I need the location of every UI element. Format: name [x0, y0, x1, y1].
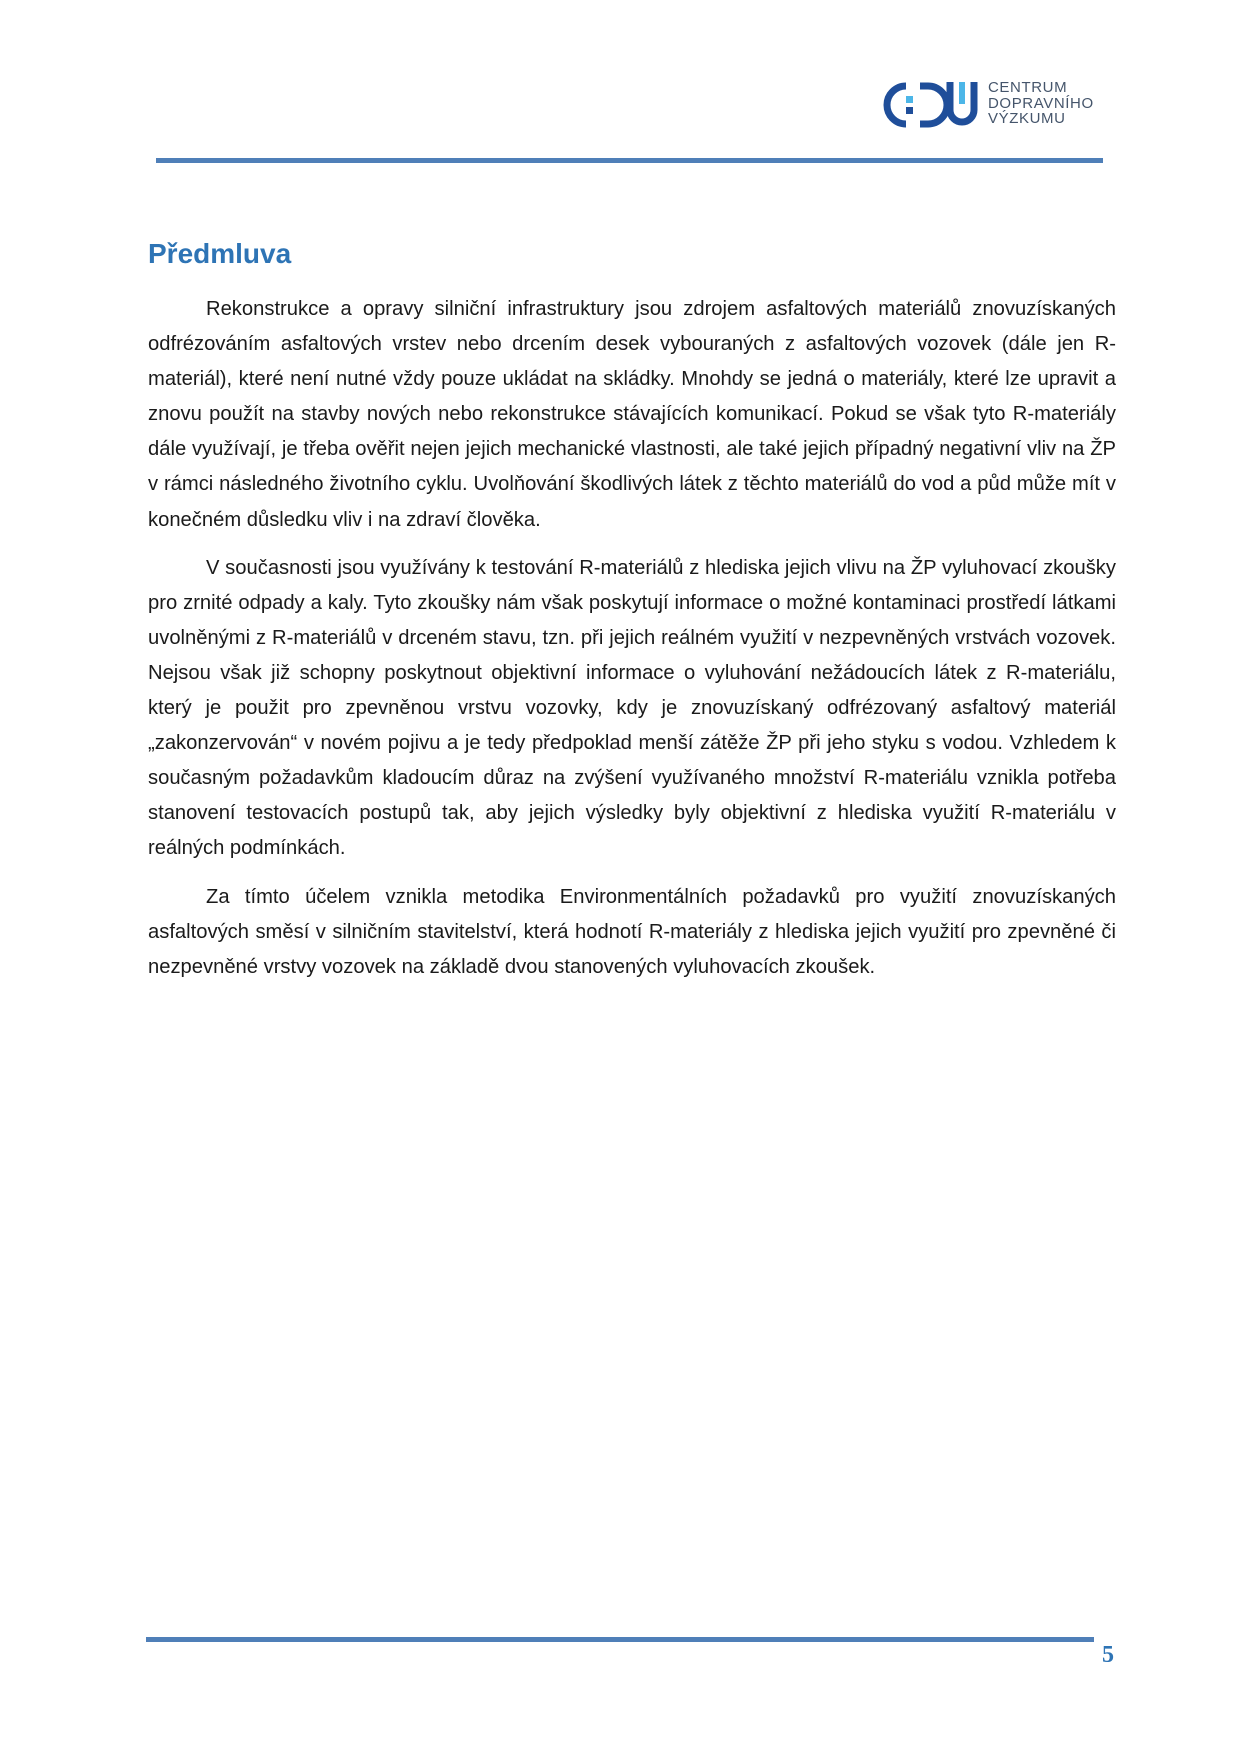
logo-line-3: VÝZKUMU	[988, 110, 1066, 127]
page-number: 5	[1102, 1642, 1114, 1668]
paragraph-1: Rekonstrukce a opravy silniční infrastruktury jsou zdrojem asfaltových materiálů znovuzískaných odfrézováním asfaltových vrstev nebo drcením desek vybouraných z asfaltových vozovek (dále jen R-materiál), které není nutné vždy pouze ukládat na skládky. Mnohdy se jedná o materiály, které lze upravit a znovu použít na stavby nových nebo rekonstrukce stávajících komunikací. Pokud se však tyto R-materiály dále využívají, je třeba ověřit nejen jejich mechanické vlastnosti, ale také jejich případný negativní vliv na ŽP v rámci následného životního cyklu. Uvolňování škodlivých látek z těchto materiálů do vod a půd může mít v konečném důsledku vliv i na zdraví člověka.	[148, 298, 1116, 531]
footer-divider	[146, 1637, 1094, 1642]
section-heading: Předmluva	[148, 238, 292, 269]
paragraph-2: V současnosti jsou využívány k testování R-materiálů z hlediska jejich vlivu na ŽP vyluhovací zkoušky pro zrnité odpady a kaly. Tyto zkoušky nám však poskytují informace o možné kontaminaci prostředí látkami uvolněnými z R-materiálů v drceném stavu, tzn. při jejich reálném využití v nezpevněných vrstvách vozovek. Nejsou však již schopny poskytnout objektivní informace o vyluhování nežádoucích látek z R-materiálu, který je použit pro zpevněnou vrstvu vozovky, kdy je znovuzískaný odfrézovaný asfaltový materiál „zakonzervován“ v novém pojivu a je tedy předpoklad menší zátěže ŽP při jeho styku s vodou. Vzhledem k současným požadavkům kladoucím důraz na zvýšení využívaného množství R-materiálu vznikla potřeba stanovení testovacích postupů tak, aby jejich výsledky byly objektivní z hlediska využití R-materiálu v reálných podmínkách.	[148, 556, 1116, 860]
cdv-logo	[880, 78, 1120, 132]
paragraph-3: Za tímto účelem vznikla metodika Environmentálních požadavků pro využití znovuzískaných asfaltových směsí v silničním stavitelství, která hodnotí R-materiály z hlediska jejich využití pro zpevněné či nezpevněné vrstvy vozovek na základě dvou stanovených vyluhovacích zkoušek.	[148, 885, 1116, 978]
cdv-logo-name	[988, 80, 1094, 127]
logo-line-1: CENTRUM	[988, 79, 1068, 96]
header-divider	[156, 158, 1103, 163]
preface-body	[148, 292, 1116, 998]
logo-line-2: DOPRAVNÍHO	[988, 94, 1094, 112]
cdv-logo-mark	[880, 78, 984, 132]
